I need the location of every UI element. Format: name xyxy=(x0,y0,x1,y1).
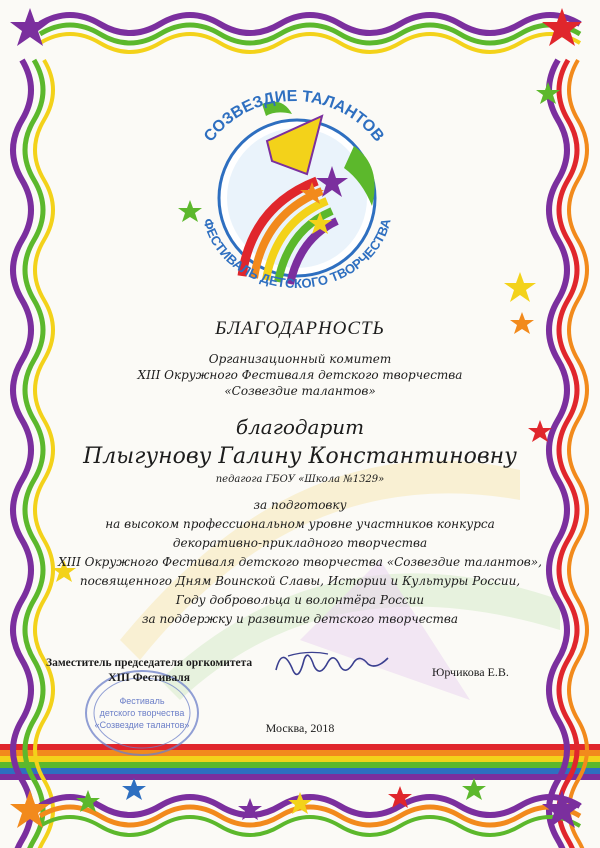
body-line: посвященного Дням Воинской Славы, Истории и Культуры России, xyxy=(79,574,521,588)
handwritten-signature xyxy=(268,640,398,690)
logo-arc-bottom: ФЕСТИВАЛЬ ДЕТСКОГО ТВОРЧЕСТВА xyxy=(200,216,394,292)
stamp-line: детского творчества xyxy=(99,708,185,718)
stamp-line: Фестиваль xyxy=(119,696,165,706)
recipient-position: педагога ГБОУ «Школа №1329» xyxy=(215,474,385,485)
signatory-title-line: XIII Фестиваля xyxy=(108,672,190,684)
body-line: Году добровольца и волонтёра России xyxy=(175,593,425,607)
certificate-heading: БЛАГОДАРНОСТЬ xyxy=(215,318,385,339)
body-line: XIII Окружного Фестиваля детского творчества «Созвездие талантов», xyxy=(58,555,542,569)
stamp-line: «Созвездие талантов» xyxy=(94,720,190,730)
body-line: на высоком профессиональном уровне участников конкурса xyxy=(105,517,495,531)
organizer-line: XIII Окружного Фестиваля детского творчества xyxy=(137,368,463,382)
signer-name: Юрчикова Е.В. xyxy=(432,665,509,679)
logo-arc-top: СОЗВЕЗДИЕ ТАЛАНТОВ xyxy=(200,87,388,146)
organizer-line: «Созвездие талантов» xyxy=(224,384,376,398)
signatory-title xyxy=(46,656,252,686)
signatory-title-line: Заместитель председателя оргкомитета xyxy=(46,657,253,669)
festival-logo xyxy=(172,86,422,296)
body-line: декоративно-прикладного творчества xyxy=(172,536,428,550)
body-line: за подготовку xyxy=(253,498,347,512)
thanks-verb: благодарит xyxy=(235,415,365,439)
recipient-name: Плыгунову Галину Константиновну xyxy=(83,444,517,469)
city-year: Москва, 2018 xyxy=(265,721,335,735)
body-line: за поддержку и развитие детского творчества xyxy=(141,612,459,626)
organizer-line: Организационный комитет xyxy=(208,352,392,366)
